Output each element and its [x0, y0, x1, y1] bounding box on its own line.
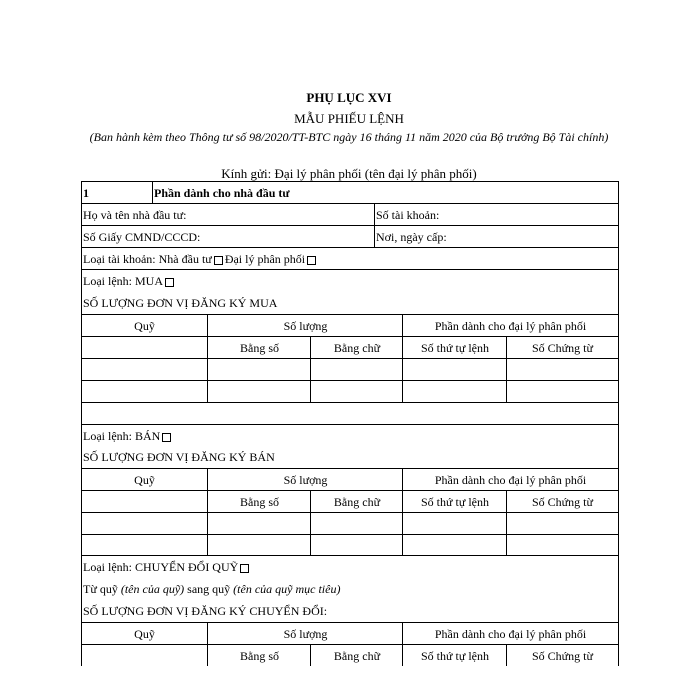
switch-section-title: SỐ LƯỢNG ĐƠN VỊ ĐĂNG KÝ CHUYỂN ĐỔI:	[83, 604, 328, 618]
buy-section-title: SỐ LƯỢNG ĐƠN VỊ ĐĂNG KÝ MUA	[83, 296, 278, 310]
voucher-no-cell[interactable]	[506, 535, 618, 555]
quantity-header: Số lượng	[207, 469, 403, 490]
words-cell[interactable]	[310, 513, 403, 534]
section-number: 1	[83, 186, 89, 200]
account-type-line	[82, 248, 618, 269]
sell-checkbox[interactable]	[162, 433, 171, 442]
buy-order-row	[82, 270, 618, 292]
switch-fund-line	[82, 578, 618, 600]
sell-section-title: SỐ LƯỢNG ĐƠN VỊ ĐĂNG KÝ BÁN	[83, 450, 275, 464]
table-row	[82, 380, 618, 402]
table-subheader-row	[82, 336, 618, 358]
fund-header-cont	[82, 491, 207, 512]
fund-cell[interactable]	[82, 535, 207, 555]
agent-part-header: Phần dành cho đại lý phân phối	[402, 623, 618, 644]
agent-checkbox[interactable]	[307, 256, 316, 265]
quantity-header: Số lượng	[207, 315, 403, 336]
switch-order-line	[82, 556, 618, 578]
order-no-header: Số thứ tự lệnh	[402, 337, 507, 358]
fund-header-cont	[82, 645, 207, 666]
fund-cell[interactable]	[82, 381, 207, 402]
from-fund-prefix: Từ quỹ	[83, 582, 118, 596]
words-cell[interactable]	[310, 359, 403, 380]
table-gap-row	[82, 402, 618, 424]
sell-order-row	[82, 424, 618, 446]
fund-header: Quỹ	[134, 319, 155, 333]
form-title: MẪU PHIẾU LỆNH	[294, 111, 404, 126]
investor-checkbox[interactable]	[214, 256, 223, 265]
account-number-field[interactable]: Số tài khoản:	[374, 204, 618, 225]
issue-place-date-field[interactable]: Nơi, ngày cấp:	[374, 226, 618, 247]
section-header-row	[82, 182, 618, 204]
sell-order-label: Loại lệnh: BÁN	[83, 429, 161, 443]
voucher-no-header: Số Chứng từ	[506, 491, 618, 512]
voucher-no-cell[interactable]	[506, 513, 618, 534]
digits-cell[interactable]	[207, 513, 311, 534]
fund-header: Quỹ	[134, 473, 155, 487]
switch-checkbox[interactable]	[240, 564, 249, 573]
quantity-header: Số lượng	[207, 623, 403, 644]
agent-part-header: Phần dành cho đại lý phân phối	[402, 469, 618, 490]
order-form	[81, 181, 619, 666]
words-cell[interactable]	[310, 381, 403, 402]
switch-section-title-row	[82, 600, 618, 622]
voucher-no-cell[interactable]	[506, 359, 618, 380]
id-number-field[interactable]: Số Giấy CMND/CCCD:	[83, 230, 201, 244]
agent-type-label: Đại lý phân phối	[224, 252, 306, 266]
table-header-row	[82, 314, 618, 336]
digits-cell[interactable]	[207, 381, 311, 402]
voucher-no-cell[interactable]	[506, 381, 618, 402]
in-words-header: Bằng chữ	[310, 645, 403, 666]
buy-checkbox[interactable]	[165, 278, 174, 287]
buy-order-label: Loại lệnh: MUA	[83, 274, 163, 288]
from-fund-name: (tên của quỹ)	[120, 582, 185, 596]
sell-table	[82, 468, 618, 556]
switch-order-label: Loại lệnh: CHUYỂN ĐỔI QUỸ	[83, 560, 239, 574]
fund-header: Quỹ	[134, 627, 155, 641]
switch-fund-row	[82, 578, 618, 600]
investor-name-row	[82, 204, 618, 226]
voucher-no-header: Số Chứng từ	[506, 645, 618, 666]
switch-order-row	[82, 556, 618, 578]
buy-section-title-row	[82, 292, 618, 314]
switch-table	[82, 622, 618, 666]
account-type-row	[82, 248, 618, 270]
voucher-no-header: Số Chứng từ	[506, 337, 618, 358]
table-row	[82, 358, 618, 380]
words-cell[interactable]	[310, 535, 403, 555]
fund-header-cont	[82, 337, 207, 358]
issued-note: (Ban hành kèm theo Thông tư số 98/2020/TT-BTC ngày 16 tháng 11 năm 2020 của Bộ trưởng Bộ Tài chính)	[89, 130, 609, 144]
sell-order-line	[82, 425, 618, 446]
table-subheader-row	[82, 644, 618, 666]
agent-part-header: Phần dành cho đại lý phân phối	[402, 315, 618, 336]
table-header-row	[82, 622, 618, 644]
order-no-cell[interactable]	[402, 513, 507, 534]
recipient-line: Kính gửi: Đại lý phân phối (tên đại lý phân phối)	[221, 166, 477, 181]
buy-table	[82, 314, 618, 424]
table-row	[82, 534, 618, 556]
in-words-header: Bằng chữ	[310, 337, 403, 358]
order-no-cell[interactable]	[402, 381, 507, 402]
table-header-row	[82, 468, 618, 490]
fund-cell[interactable]	[82, 513, 207, 534]
buy-order-line	[82, 270, 618, 292]
sell-section-title-row	[82, 446, 618, 468]
digits-cell[interactable]	[207, 359, 311, 380]
table-row	[82, 512, 618, 534]
table-subheader-row	[82, 490, 618, 512]
account-type-label: Loại tài khoản: Nhà đầu tư	[83, 252, 212, 266]
in-digits-header: Bằng số	[207, 645, 311, 666]
fund-cell[interactable]	[82, 359, 207, 380]
id-row	[82, 226, 618, 248]
order-no-cell[interactable]	[402, 359, 507, 380]
in-digits-header: Bằng số	[207, 337, 311, 358]
section-title: Phần dành cho nhà đầu tư	[152, 182, 618, 203]
appendix-title: PHỤ LỤC XVI	[306, 90, 392, 105]
investor-name-field[interactable]: Họ và tên nhà đầu tư:	[83, 208, 187, 222]
order-no-header: Số thứ tự lệnh	[402, 645, 507, 666]
order-no-cell[interactable]	[402, 535, 507, 555]
to-fund-prefix: sang quỹ	[187, 582, 231, 596]
digits-cell[interactable]	[207, 535, 311, 555]
order-no-header: Số thứ tự lệnh	[402, 491, 507, 512]
in-digits-header: Bằng số	[207, 491, 311, 512]
in-words-header: Bằng chữ	[310, 491, 403, 512]
to-fund-name: (tên của quỹ mục tiêu)	[233, 582, 341, 596]
